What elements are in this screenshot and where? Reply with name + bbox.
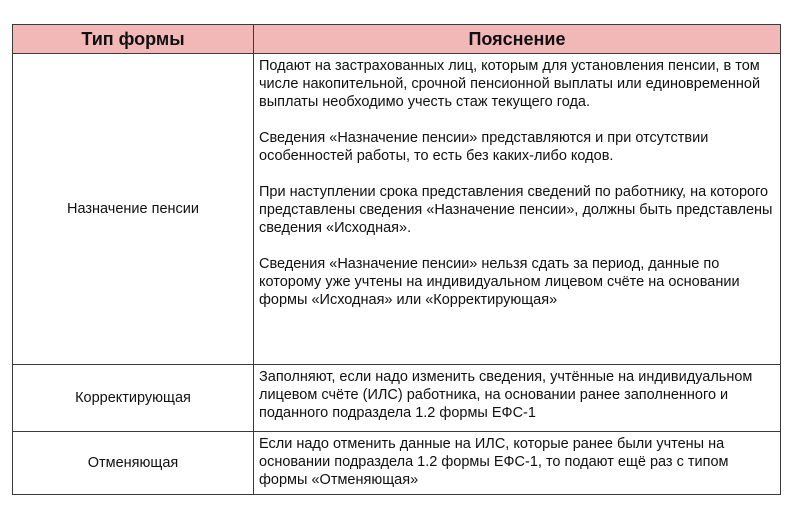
form-type-cell: Назначение пенсии (13, 54, 254, 365)
explanation-paragraph: Если надо отменить данные на ИЛС, которые ранее были учтены на основании подраздела 1.2 формы ЕФС-1, то подают ещё раз с типом формы «Отменяющая» (259, 436, 729, 488)
table-header-row (13, 25, 781, 54)
explanation-paragraph: Сведения «Назначение пенсии» представляются и при отсутствии особенностей работы, то есть без каких-либо кодов. (259, 130, 709, 164)
explanation-paragraph: При наступлении срока представления сведений по работнику, на которого представлены сведения «Назначение пенсии», должны быть представлены сведения «Исходная». (259, 184, 773, 236)
table-row (13, 365, 781, 432)
explanation-cell (254, 54, 781, 365)
explanation-paragraph: Заполняют, если надо изменить сведения, учтённые на индивидуальном лицевом счёте (ИЛС) работника, на основании ранее заполненного и поданного подраздела 1.2 формы ЕФС-1 (259, 369, 753, 421)
header-form-type: Тип формы (13, 25, 254, 54)
header-explanation: Пояснение (254, 25, 781, 54)
explanation-paragraph: Сведения «Назначение пенсии» нельзя сдать за период, данные по которому уже учтены на индивидуальном лицевом счёте на основании формы «Исходная» или «Корректирующая» (259, 256, 740, 308)
table-row (13, 432, 781, 495)
form-type-cell: Корректирующая (13, 365, 254, 432)
form-type-cell: Отменяющая (13, 432, 254, 495)
explanation-cell (254, 365, 781, 432)
form-types-table (12, 24, 781, 495)
explanation-paragraph: Подают на застрахованных лиц, которым для установления пенсии, в том числе накопительной, срочной пенсионной выплаты или единовременной выплаты необходимо учесть стаж текущего года. (259, 58, 761, 110)
table-row (13, 54, 781, 365)
explanation-cell (254, 432, 781, 495)
